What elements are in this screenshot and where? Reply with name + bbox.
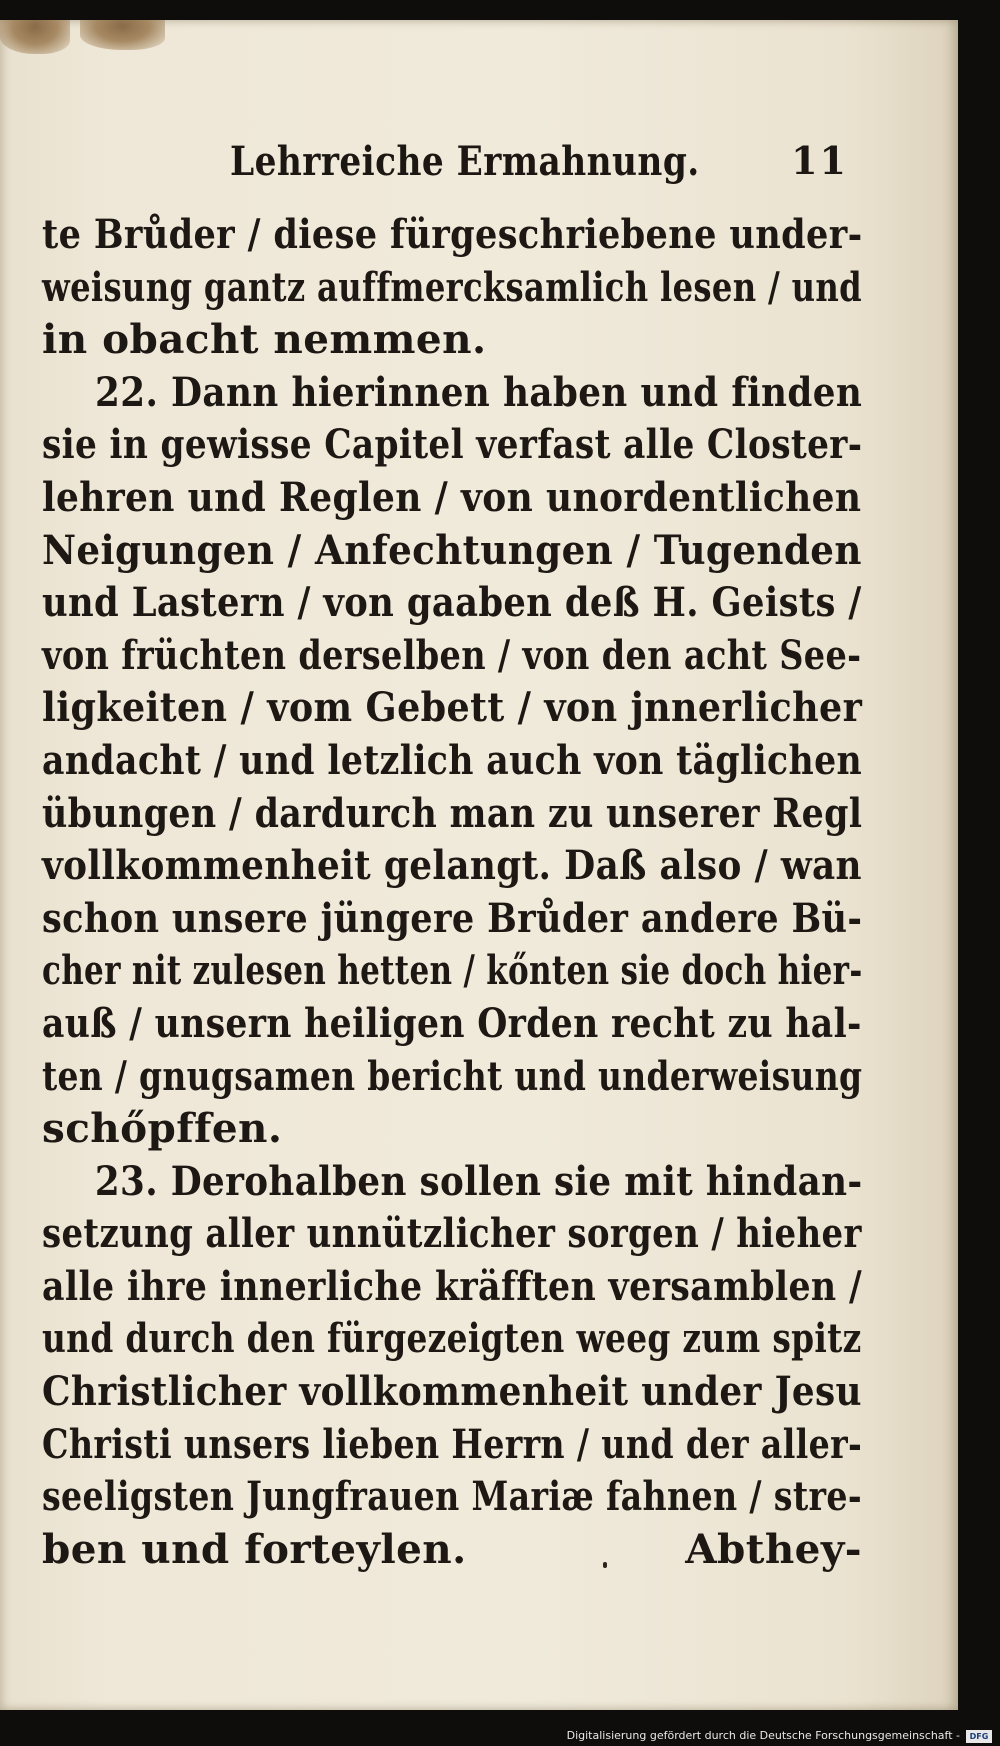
text-line: cher nit zulesen hetten / kőnten sie doch hier- [42,946,863,995]
text-line: andacht / und letzlich auch von täglichen [42,735,863,784]
text-line: 23. Derohalben sollen sie mit hindan- [94,1156,863,1205]
text-line: Christi unsers lieben Herrn / und der aller- [42,1419,863,1468]
text-line: und durch den fürgezeigten weeg zum spitz [42,1314,862,1363]
text-line: Neigungen / Anfechtungen / Tugenden [42,525,862,574]
text-line: lehren und Reglen / von unordentlichen [42,472,862,521]
text-line: ten / gnugsamen bericht und underweisung [42,1051,863,1100]
text-line: schon unsere jüngere Brůder andere Bü- [42,893,863,942]
page-number: 11 [791,138,848,183]
funding-credit: Digitalisierung gefördert durch die Deutsche Forschungsgemeinschaft - [566,1729,960,1742]
text-line: Christlicher vollkommenheit under Jesu [42,1367,862,1416]
text-line: in obacht nemmen. [42,315,487,364]
text-line: vollkommenheit gelangt. Daß also / wan [42,841,862,890]
text-line: und Lastern / von gaaben deß H. Geists / [42,578,862,627]
page-header [230,138,870,194]
text-line: übungen / dardurch man zu unserer Regl [42,788,863,837]
text-line-last [42,1523,862,1576]
text-line: 22. Dann hierinnen haben und finden [94,367,863,416]
text-line: seeligsten Jungfrauen Mariæ fahnen / stre- [42,1472,862,1521]
text-line: weisung gantz auffmercksamlich lesen / und [42,262,863,311]
text-line: setzung aller unnützlicher sorgen / hieher [42,1209,862,1258]
dfg-logo: DFG [966,1730,992,1743]
text-line: von früchten derselben / von den acht See- [42,630,862,679]
text-line: ben und forteylen. [42,1524,467,1573]
text-line: ligkeiten / vom Gebett / von jnnerlicher [42,683,863,732]
text-line: te Brůder / diese fürgeschriebene under- [42,210,863,258]
catchword: Abthey- [685,1524,862,1573]
text-line: sie in gewisse Capitel verfast alle Closter- [42,420,863,469]
text-line: auß / unsern heiligen Orden recht zu hal- [42,998,862,1047]
text-line: alle ihre innerliche kräfften versamblen / [42,1261,863,1310]
ink-speck [603,1562,607,1568]
text-line: schőpffen. [42,1104,283,1153]
page-stain [80,20,165,50]
page-stain [0,20,70,54]
body-text [42,208,862,1575]
running-title: Lehrreiche Ermahnung. [230,138,700,185]
